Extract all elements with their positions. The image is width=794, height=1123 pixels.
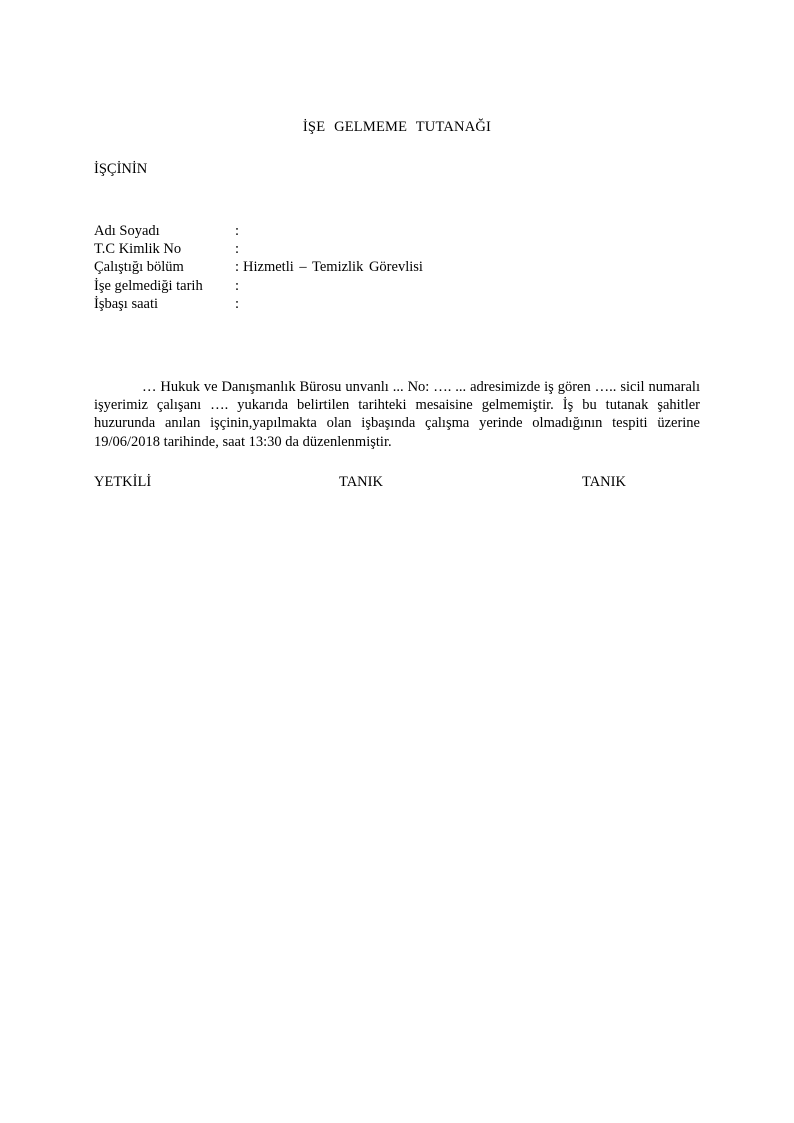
field-label: İşe gelmediği tarih xyxy=(94,277,203,294)
field-row-id-number xyxy=(94,240,423,258)
field-colon: : xyxy=(235,241,240,258)
field-colon: : xyxy=(235,223,240,239)
field-colon: : xyxy=(235,295,240,312)
signature-witness-1: TANIK xyxy=(339,474,383,490)
document-title: İŞE GELMEME TUTANAĞI xyxy=(302,119,492,135)
field-colon: : xyxy=(235,259,240,276)
field-label: Çalıştığı bölüm xyxy=(94,259,184,276)
employee-fields xyxy=(94,222,423,313)
field-row-absence-date xyxy=(94,277,423,295)
signature-authorized: YETKİLİ xyxy=(94,474,152,490)
signature-witness-2: TANIK xyxy=(582,474,626,490)
field-row-name xyxy=(94,222,423,240)
field-value: Hizmetli – Temizlik Görevlisi xyxy=(243,259,423,276)
field-label: T.C Kimlik No xyxy=(94,241,182,258)
section-heading: İŞÇİNİN xyxy=(94,161,148,177)
field-row-department xyxy=(94,258,423,276)
field-row-start-time xyxy=(94,295,423,313)
field-colon: : xyxy=(235,277,240,294)
field-label: Adı Soyadı xyxy=(94,223,160,239)
field-label: İşbaşı saati xyxy=(94,295,159,312)
body-paragraph: … Hukuk ve Danışmanlık Bürosu unvanlı ... No: …. ... adresimizde iş gören ….. sicil numaralı işyerimiz çalışanı …. yukarıda belirtilen tarihteki mesaisine gelmemiştir. İş bu tutanak şahitler huzurunda anılan işçinin,yapılmakta olan işbaşında çalışma yerinde olmadığının tespiti üzerine 19/06/2018 tarihinde, saat 13:30 da düzenlenmiştir. xyxy=(94,379,700,450)
